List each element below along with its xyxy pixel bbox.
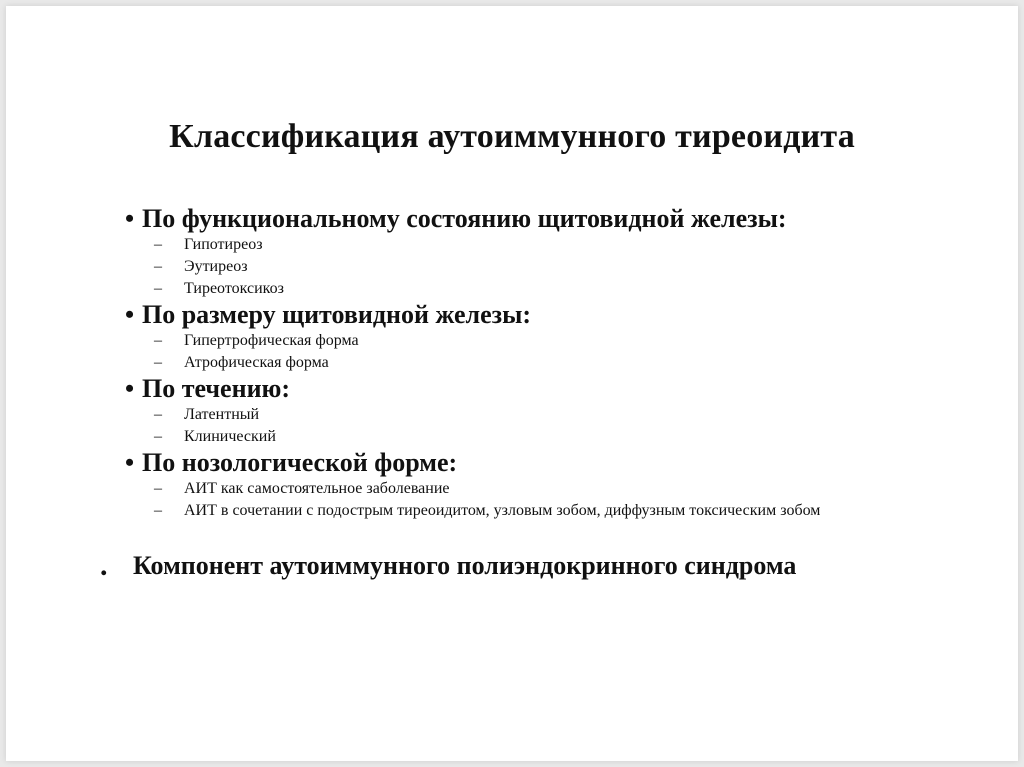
sublist-item — [6, 330, 1018, 352]
slide — [6, 6, 1018, 761]
sublist-item — [6, 234, 1018, 256]
dash-icon: – — [154, 332, 162, 349]
dash-icon: – — [154, 354, 162, 371]
list-item-label: По размеру щитовидной железы: — [142, 300, 532, 329]
bullet-icon: • — [125, 374, 135, 403]
slide-title: Классификация аутоиммунного тиреоидита — [169, 118, 855, 155]
dash-icon: – — [154, 502, 162, 519]
sublist — [6, 234, 1018, 300]
sublist-item — [6, 500, 1018, 522]
list-item-functional-state — [6, 204, 1018, 300]
sublist-item-label: Эутиреоз — [184, 258, 248, 275]
bullet-icon: • — [125, 204, 135, 233]
bullet-icon: • — [125, 300, 135, 329]
dash-icon: – — [154, 428, 162, 445]
dash-icon: – — [154, 236, 162, 253]
sublist-item — [6, 426, 1018, 448]
sublist-item-label: Латентный — [184, 406, 260, 423]
bullet-icon: . — [100, 549, 108, 582]
list-item-label: По нозологической форме: — [142, 448, 458, 477]
sublist — [6, 404, 1018, 448]
sublist-item-label: Гипертрофическая форма — [184, 332, 359, 349]
sublist — [6, 478, 1018, 522]
list-item-label: По течению: — [142, 374, 291, 403]
sublist-item-label: АИТ как самостоятельное заболевание — [184, 480, 450, 497]
dash-icon: – — [154, 280, 162, 297]
bullet-icon: • — [125, 448, 135, 477]
sublist-item-label: Атрофическая форма — [184, 354, 329, 371]
list-item-nosological-form — [6, 448, 1018, 522]
sublist-item — [6, 278, 1018, 300]
sublist-item — [6, 352, 1018, 374]
list-item-course — [6, 374, 1018, 448]
sublist-item-label: Клинический — [184, 428, 276, 445]
list-item-size — [6, 300, 1018, 374]
sublist-item-label: Тиреотоксикоз — [184, 280, 284, 297]
dash-icon: – — [154, 480, 162, 497]
dash-icon: – — [154, 406, 162, 423]
sublist — [6, 330, 1018, 374]
list-item-label: По функциональному состоянию щитовидной железы: — [142, 204, 787, 233]
sublist-item-label: Гипотиреоз — [184, 236, 263, 253]
sublist-item-label: АИТ в сочетании с подострым тиреоидитом, узловым зобом, диффузным токсическим зобом — [184, 502, 821, 519]
sublist-item — [6, 404, 1018, 426]
sublist-item — [6, 478, 1018, 500]
list-item-label: Компонент аутоиммунного полиэндокринного синдрома — [133, 551, 797, 580]
classification-list — [6, 204, 1018, 522]
dash-icon: – — [154, 258, 162, 275]
sublist-item — [6, 256, 1018, 278]
